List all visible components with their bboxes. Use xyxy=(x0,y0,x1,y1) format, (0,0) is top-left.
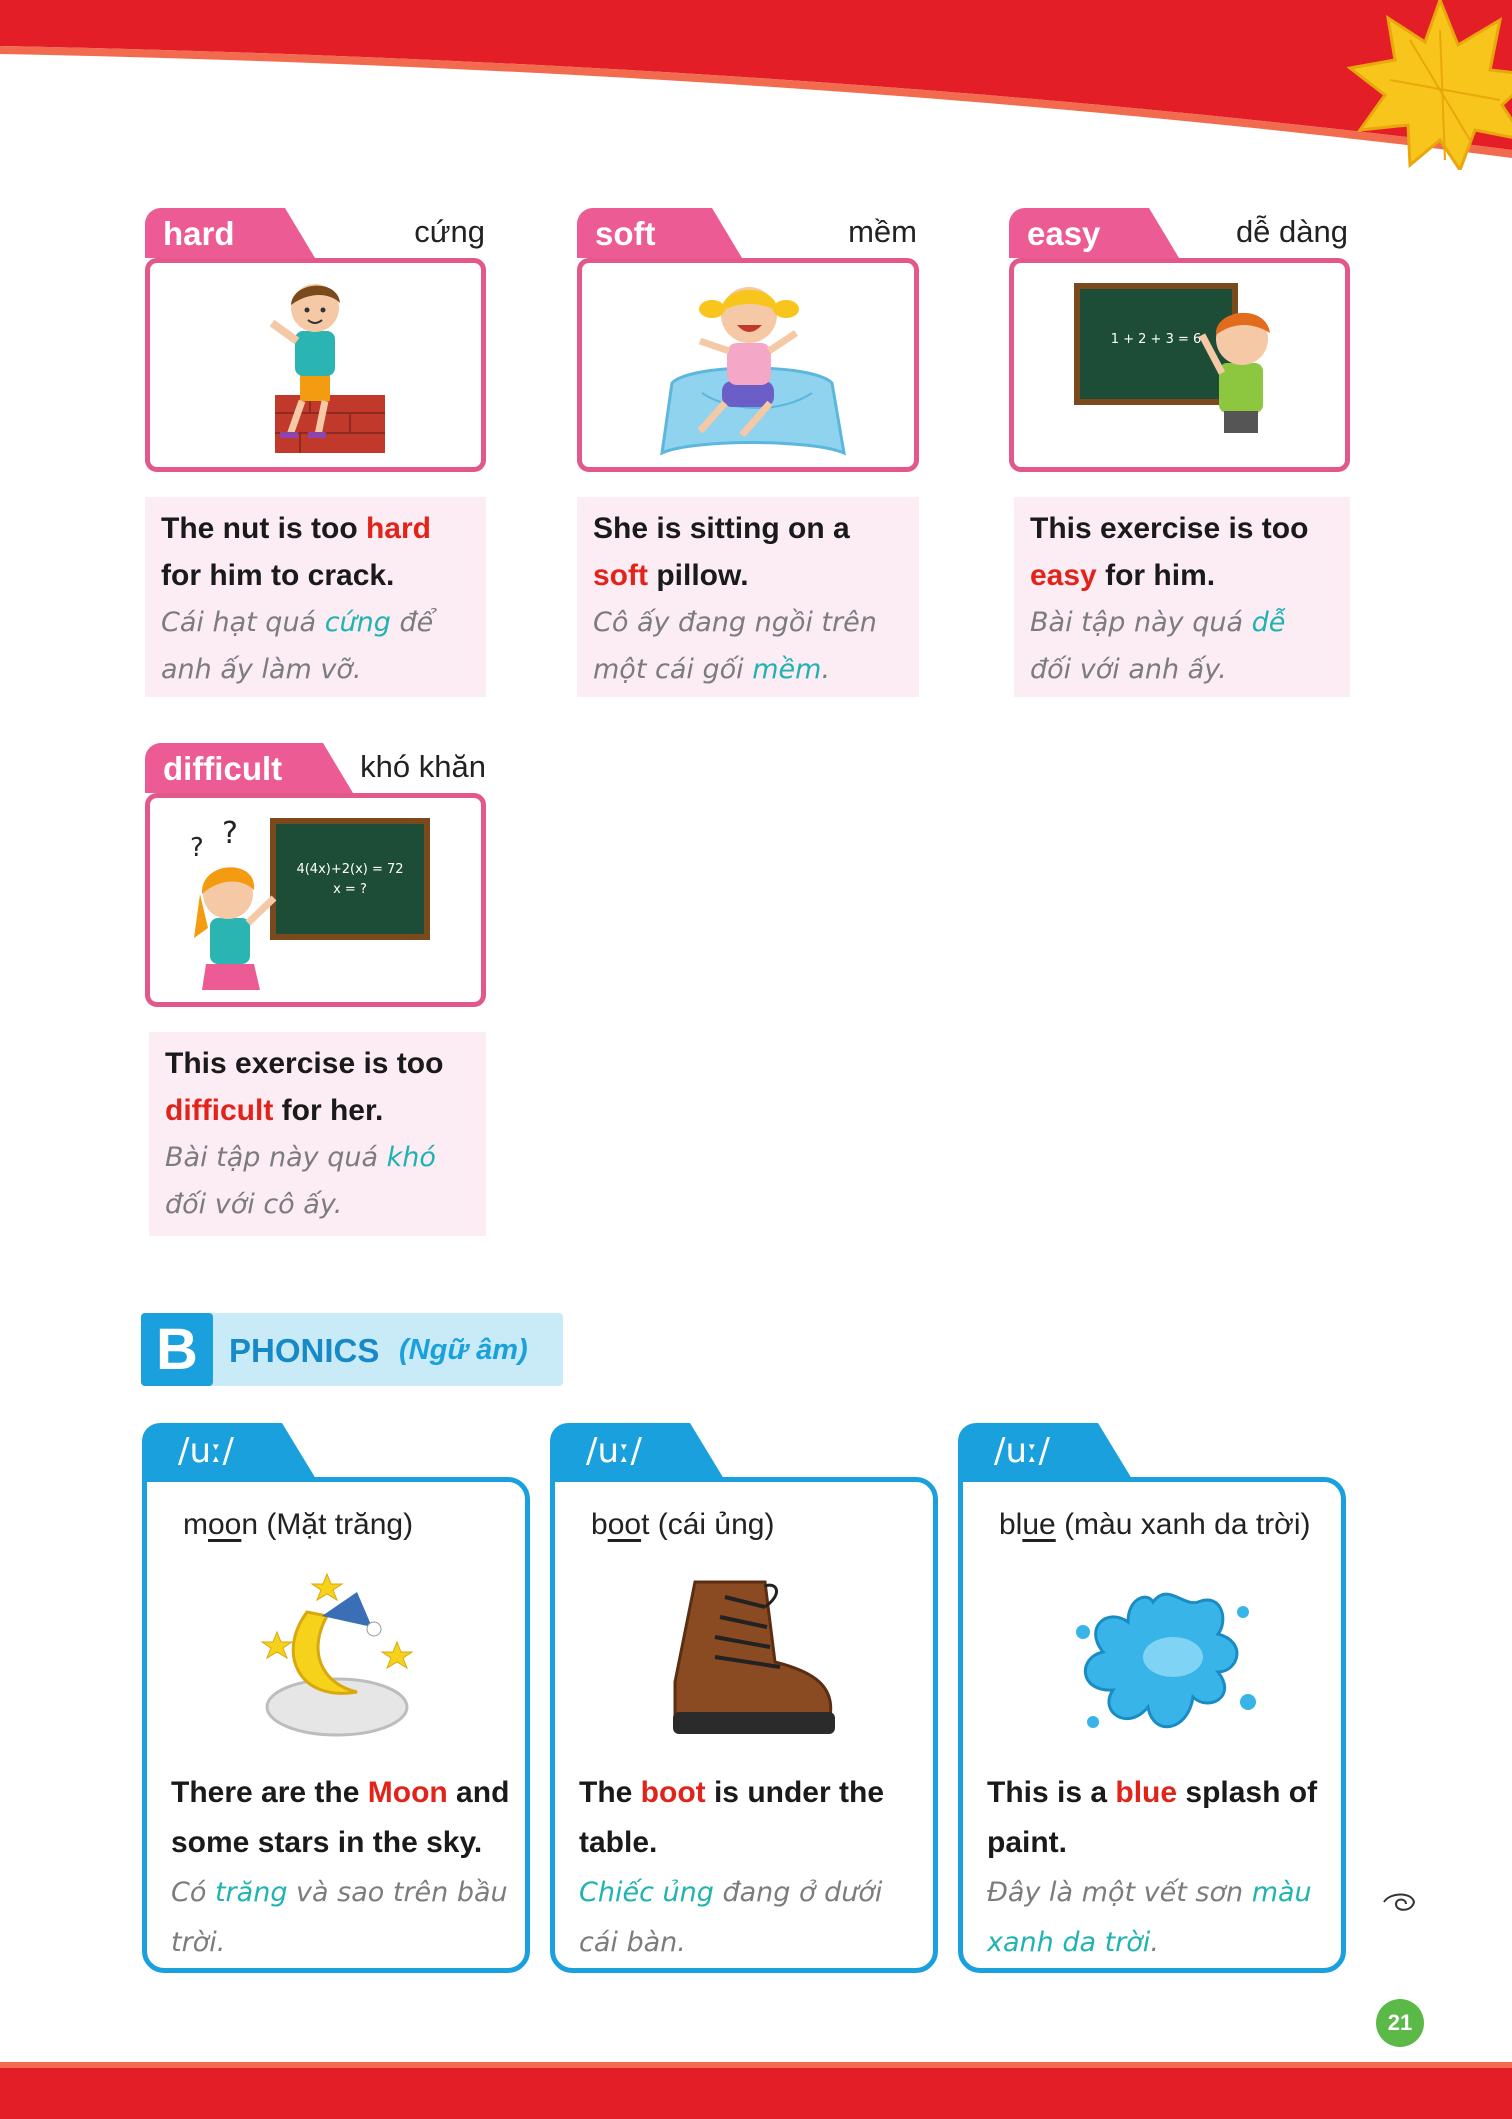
keyword: blue xyxy=(1115,1776,1178,1809)
vocab-sentence-soft: She is sitting on a soft pillow. Cô ấy đang ngồi trên một cái gối mềm. xyxy=(577,497,919,697)
keyword-vi: mềm xyxy=(752,654,822,685)
boot-illustration xyxy=(615,1572,875,1742)
keyword: soft xyxy=(593,559,648,592)
phonics-sentence: This is a blue splash of paint. Đây là một vết sơn màu xanh da trời. xyxy=(987,1776,1318,1958)
vocab-translation: dễ dàng xyxy=(1235,214,1348,249)
phonics-tab xyxy=(958,1423,1098,1479)
vocab-image-hard xyxy=(145,258,486,472)
vocab-translation: khó khăn xyxy=(360,749,486,784)
phonics-sound: /uː/ xyxy=(586,1431,642,1471)
section-title-vi: (Ngữ âm) xyxy=(399,1334,528,1366)
keyword-vi: màu xanh da trời xyxy=(987,1877,1312,1958)
phonics-card-blue xyxy=(958,1477,1346,1973)
section-header-phonics xyxy=(141,1313,563,1386)
boy-at-blackboard-illustration xyxy=(1014,263,1345,467)
phonics-word: blue (màu xanh da trời) xyxy=(999,1508,1311,1541)
vocab-word: hard xyxy=(163,215,235,252)
section-title: PHONICS xyxy=(229,1332,380,1369)
keyword: Moon xyxy=(367,1776,448,1809)
vocab-tab-difficult xyxy=(145,743,323,793)
listen-icon xyxy=(1382,1890,1418,1914)
phonics-tab xyxy=(142,1423,282,1479)
footer-band xyxy=(0,2062,1512,2119)
phonics-tab xyxy=(550,1423,690,1479)
phonics-sound: /uː/ xyxy=(178,1431,234,1471)
phonics-sentence: The boot is under the table. Chiếc ủng đang ở dưới cái bàn. xyxy=(579,1776,884,1958)
section-letter-badge: B xyxy=(141,1313,213,1386)
vocab-sentence-difficult: This exercise is too difficult for her. Bài tập này quá khó đối với cô ấy. xyxy=(149,1032,486,1236)
keyword: boot xyxy=(640,1776,706,1809)
vocab-translation: mềm xyxy=(848,214,917,249)
phonics-word: boot (cái ủng) xyxy=(591,1508,775,1541)
girl-at-blackboard-illustration xyxy=(150,798,481,1002)
girl-on-pillow-illustration xyxy=(582,263,914,467)
vocab-translation: cứng xyxy=(414,214,485,249)
vocab-image-soft xyxy=(577,258,919,472)
phonics-card-moon xyxy=(142,1477,530,1973)
phonics-card-boot xyxy=(550,1477,938,1973)
svg-text:?: ? xyxy=(222,816,238,851)
keyword-vi: Chiếc ủng xyxy=(579,1877,714,1908)
vocab-sentence-hard: The nut is too hard for him to crack. Cái hạt quá cứng để anh ấy làm vỡ. xyxy=(145,497,486,697)
vocab-image-easy xyxy=(1009,258,1350,472)
vocab-tab-soft xyxy=(577,208,712,258)
vocab-word: easy xyxy=(1027,215,1101,252)
boy-sitting-on-brick-illustration xyxy=(150,263,481,467)
vocab-word: soft xyxy=(595,215,656,252)
blackboard-text: 4(4x)+2(x) = 72 xyxy=(296,862,404,877)
vocab-tab-hard xyxy=(145,208,285,258)
vocab-sentence-easy: This exercise is too easy for him. Bài tập này quá dễ đối với anh ấy. xyxy=(1014,497,1350,697)
phonics-word: moon (Mặt trăng) xyxy=(183,1508,414,1541)
vocab-tab-easy xyxy=(1009,208,1149,258)
keyword: easy xyxy=(1030,559,1097,592)
keyword-vi: cứng xyxy=(324,607,391,638)
moon-with-stars-illustration xyxy=(207,1572,467,1742)
blackboard-text: x = ? xyxy=(333,882,367,897)
blackboard-text: 1 + 2 + 3 = 6 xyxy=(1110,332,1202,347)
page-number: 21 xyxy=(1376,1999,1424,2047)
header-band xyxy=(0,0,1512,140)
keyword-vi: trăng xyxy=(214,1877,288,1908)
phonics-sentence: There are the Moon and some stars in the sky. Có trăng và sao trên bầu trời. xyxy=(171,1776,510,1958)
phonics-sound: /uː/ xyxy=(994,1431,1050,1471)
keyword-vi: dễ xyxy=(1251,607,1286,638)
vocab-image-difficult xyxy=(145,793,486,1007)
keyword: hard xyxy=(365,512,431,545)
keyword: difficult xyxy=(165,1094,274,1127)
vocab-word: difficult xyxy=(163,750,283,787)
keyword-vi: khó xyxy=(386,1142,436,1173)
svg-text:?: ? xyxy=(190,833,204,863)
blue-paint-splash-illustration xyxy=(1023,1572,1283,1742)
